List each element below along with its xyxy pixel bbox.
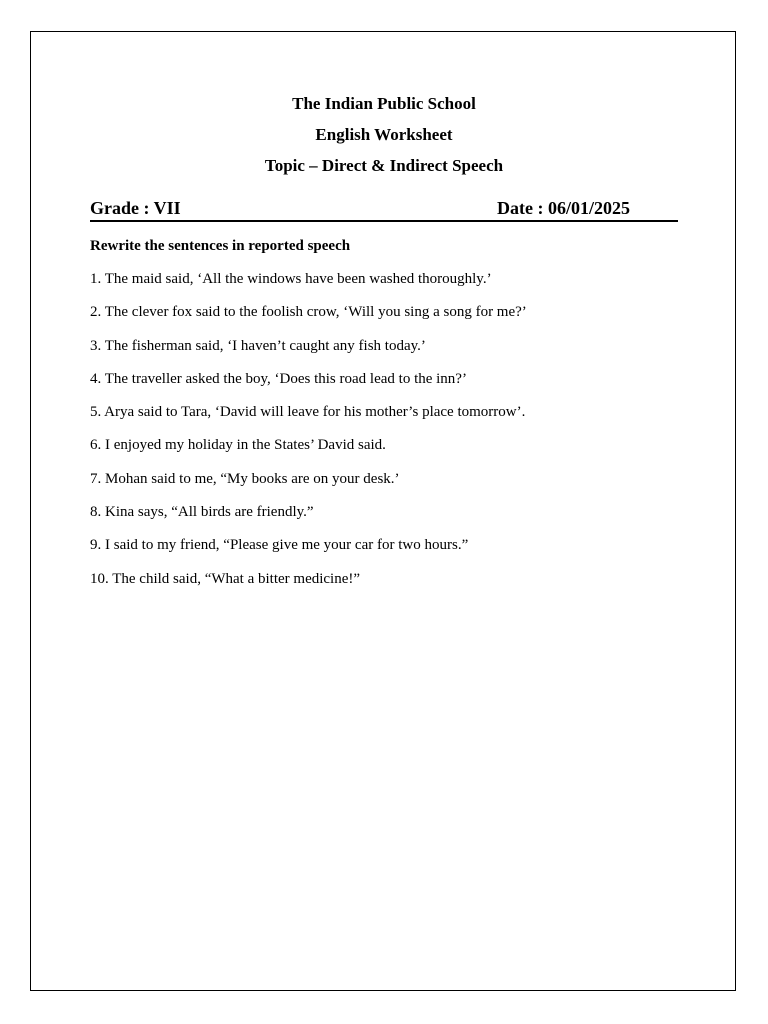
date-label: Date : 06/01/2025 bbox=[497, 198, 630, 218]
grade-label: Grade : VII bbox=[90, 198, 181, 218]
grade-date-row bbox=[90, 198, 678, 222]
question-item: 4. The traveller asked the boy, ‘Does this road lead to the inn?’ bbox=[90, 370, 467, 387]
topic-title: Topic – Direct & Indirect Speech bbox=[264, 156, 504, 175]
question-item: 3. The fisherman said, ‘I haven’t caught any fish today.’ bbox=[90, 337, 426, 354]
question-item: 10. The child said, “What a bitter medicine!” bbox=[90, 570, 361, 587]
school-name: The Indian Public School bbox=[292, 94, 476, 113]
worksheet-title: English Worksheet bbox=[315, 125, 453, 144]
question-item: 2. The clever fox said to the foolish crow, ‘Will you sing a song for me?’ bbox=[90, 304, 527, 321]
question-item: 7. Mohan said to me, “My books are on your desk.’ bbox=[90, 470, 400, 487]
question-item: 5. Arya said to Tara, ‘David will leave for his mother’s place tomorrow’. bbox=[90, 404, 526, 421]
question-list bbox=[90, 270, 527, 603]
question-item: 6. I enjoyed my holiday in the States’ David said. bbox=[90, 437, 386, 454]
question-item: 8. Kina says, “All birds are friendly.” bbox=[90, 504, 314, 521]
instruction-heading: Rewrite the sentences in reported speech bbox=[90, 238, 351, 254]
question-item: 9. I said to my friend, “Please give me your car for two hours.” bbox=[90, 537, 469, 554]
question-item: 1. The maid said, ‘All the windows have been washed thoroughly.’ bbox=[90, 271, 492, 287]
